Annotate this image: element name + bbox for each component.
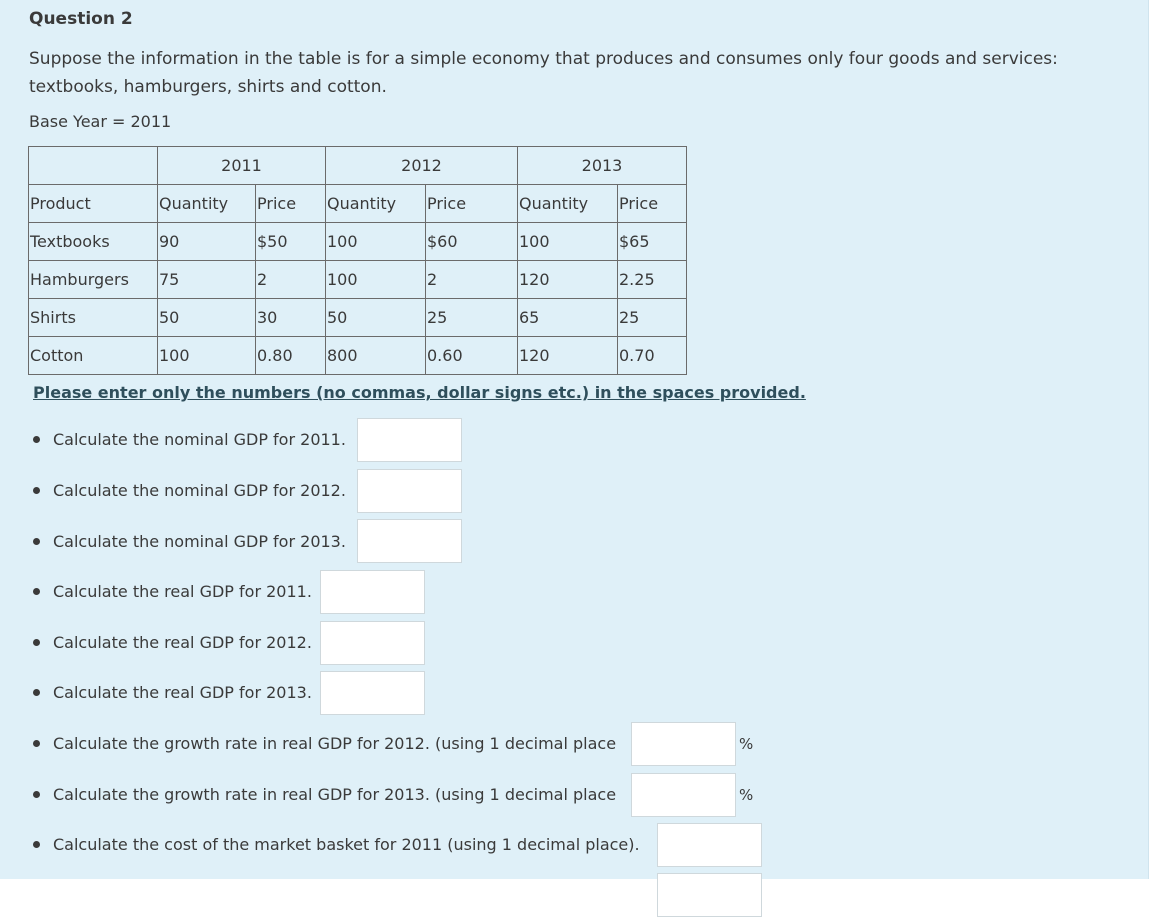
question-text: Calculate the real GDP for 2012. bbox=[53, 633, 312, 652]
question-item bbox=[33, 835, 640, 854]
base-year-label: Base Year = 2011 bbox=[29, 112, 172, 131]
question-text: Calculate the nominal GDP for 2013. bbox=[53, 532, 346, 551]
instruction-text: Please enter only the numbers (no commas, dollar signs etc.) in the spaces provided. bbox=[33, 383, 806, 402]
column-header: Quantity bbox=[326, 185, 426, 223]
question-text: Calculate the growth rate in real GDP for 2013. (using 1 decimal place bbox=[53, 785, 617, 804]
bullet-icon bbox=[33, 487, 40, 494]
real-gdp-2013-input[interactable] bbox=[320, 671, 425, 715]
year-header-2012: 2012 bbox=[326, 147, 518, 185]
table-cell: 25 bbox=[618, 299, 687, 337]
table-cell: 100 bbox=[326, 223, 426, 261]
growth-rate-2012-input[interactable] bbox=[631, 722, 736, 766]
year-header-2011: 2011 bbox=[158, 147, 326, 185]
year-header-2013: 2013 bbox=[518, 147, 687, 185]
question-item bbox=[33, 785, 616, 804]
percent-sign: % bbox=[739, 786, 754, 804]
question-text: Calculate the nominal GDP for 2011. bbox=[53, 430, 346, 449]
table-cell: 50 bbox=[158, 299, 256, 337]
real-gdp-2012-input[interactable] bbox=[320, 621, 425, 665]
table-row bbox=[29, 223, 687, 261]
question-item bbox=[33, 481, 346, 500]
table-cell: $60 bbox=[426, 223, 518, 261]
bullet-icon bbox=[33, 689, 40, 696]
question-text: Calculate the real GDP for 2011. bbox=[53, 582, 312, 601]
market-basket-2011-input[interactable] bbox=[657, 823, 762, 867]
table-cell: 65 bbox=[518, 299, 618, 337]
table-year-row bbox=[29, 147, 687, 185]
table-cell: $65 bbox=[618, 223, 687, 261]
intro-text: Suppose the information in the table is for a simple economy that produces and consumes only four goods and services: textbooks, hamburgers, shirts and cotton. bbox=[29, 49, 1058, 97]
table-cell: Shirts bbox=[29, 299, 158, 337]
bullet-icon bbox=[33, 588, 40, 595]
table-cell: 2 bbox=[426, 261, 518, 299]
table-cell bbox=[29, 147, 158, 185]
column-header: Product bbox=[29, 185, 158, 223]
question-item bbox=[33, 683, 312, 702]
table-cell: 800 bbox=[326, 337, 426, 375]
nominal-gdp-2011-input[interactable] bbox=[357, 418, 462, 462]
column-header: Quantity bbox=[158, 185, 256, 223]
next-answer-input[interactable] bbox=[657, 873, 762, 917]
question-item bbox=[33, 532, 346, 551]
table-cell: 100 bbox=[158, 337, 256, 375]
table-cell: 2 bbox=[256, 261, 326, 299]
table-cell: 0.80 bbox=[256, 337, 326, 375]
question-item bbox=[33, 734, 616, 753]
question-text: Calculate the growth rate in real GDP for 2012. (using 1 decimal place bbox=[53, 734, 617, 753]
table-cell: 100 bbox=[518, 223, 618, 261]
table-cell: 0.60 bbox=[426, 337, 518, 375]
data-table bbox=[28, 146, 687, 375]
question-text: Calculate the real GDP for 2013. bbox=[53, 683, 312, 702]
nominal-gdp-2012-input[interactable] bbox=[357, 469, 462, 513]
table-row bbox=[29, 299, 687, 337]
table-header-row bbox=[29, 185, 687, 223]
table-cell: 50 bbox=[326, 299, 426, 337]
question-item bbox=[33, 633, 312, 652]
table-row bbox=[29, 261, 687, 299]
table-cell: 120 bbox=[518, 337, 618, 375]
table-cell: Cotton bbox=[29, 337, 158, 375]
bullet-icon bbox=[33, 841, 40, 848]
growth-rate-2013-input[interactable] bbox=[631, 773, 736, 817]
table-row bbox=[29, 337, 687, 375]
nominal-gdp-2013-input[interactable] bbox=[357, 519, 462, 563]
bullet-icon bbox=[33, 436, 40, 443]
table-cell: 75 bbox=[158, 261, 256, 299]
question-item bbox=[33, 430, 346, 449]
question-text: Calculate the cost of the market basket for 2011 (using 1 decimal place). bbox=[53, 835, 640, 854]
table-cell: 100 bbox=[326, 261, 426, 299]
bullet-icon bbox=[33, 740, 40, 747]
table-cell: 0.70 bbox=[618, 337, 687, 375]
table-cell: 2.25 bbox=[618, 261, 687, 299]
bullet-icon bbox=[33, 791, 40, 798]
column-header: Price bbox=[618, 185, 687, 223]
percent-sign: % bbox=[739, 735, 754, 753]
question-title: Question 2 bbox=[29, 9, 133, 29]
table-cell: 30 bbox=[256, 299, 326, 337]
table-cell: 90 bbox=[158, 223, 256, 261]
bullet-icon bbox=[33, 538, 40, 545]
question-item bbox=[33, 582, 312, 601]
real-gdp-2011-input[interactable] bbox=[320, 570, 425, 614]
column-header: Price bbox=[256, 185, 326, 223]
table-cell: Textbooks bbox=[29, 223, 158, 261]
table-cell: Hamburgers bbox=[29, 261, 158, 299]
column-header: Quantity bbox=[518, 185, 618, 223]
column-header: Price bbox=[426, 185, 518, 223]
question-text: Calculate the nominal GDP for 2012. bbox=[53, 481, 346, 500]
table-cell: 120 bbox=[518, 261, 618, 299]
bullet-icon bbox=[33, 639, 40, 646]
table-cell: 25 bbox=[426, 299, 518, 337]
table-cell: $50 bbox=[256, 223, 326, 261]
